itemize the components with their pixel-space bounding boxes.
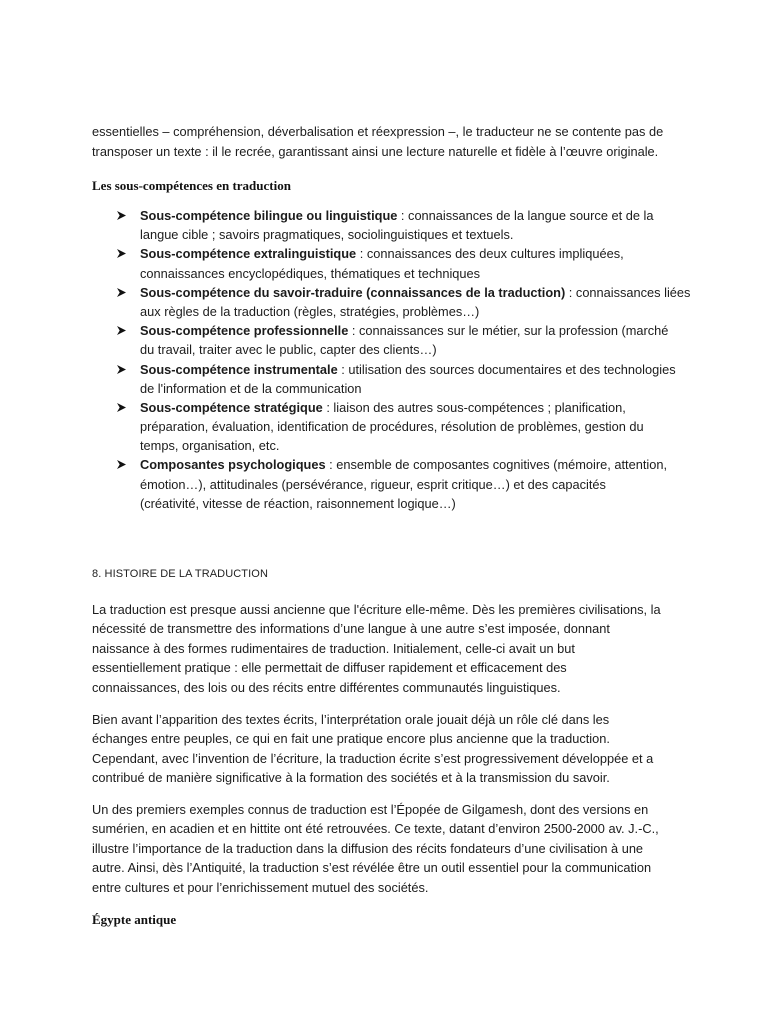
text-line: Un des premiers exemples connus de traduction est l’Épopée de Gilgamesh, dont des versions en	[92, 802, 649, 817]
item-term: Sous-compétence professionnelle	[140, 323, 349, 339]
text-line: nécessité de transmettre des informations d’une langue à une autre s’est imposée, donnant	[92, 621, 610, 637]
intro-paragraph	[92, 122, 663, 162]
text-line: du travail, traiter avec le public, capter des clients…)	[140, 342, 437, 358]
text-line	[140, 360, 690, 379]
item-term: Sous-compétence du savoir-traduire (connaissances de la traduction)	[140, 284, 566, 300]
text-line: essentiellement pratique : elle permettait de diffuser rapidement et efficacement des	[92, 660, 567, 676]
item-term: Sous-compétence instrumentale	[140, 361, 338, 377]
item-description: : connaissances liées	[565, 284, 691, 300]
arrow-bullet-icon	[117, 326, 126, 335]
list-item	[140, 398, 690, 456]
subcompetences-list	[140, 206, 690, 513]
text-line: aux règles de la traduction (règles, stratégies, problèmes…)	[140, 303, 480, 319]
text-line	[140, 321, 690, 340]
text-line: connaissances, des lois ou des récits entre différentes communautés linguistiques.	[92, 679, 561, 695]
history-paragraph	[92, 710, 653, 788]
text-line: de l'information et de la communication	[140, 380, 362, 396]
text-line: émotion…), attitudinales (persévérance, rigueur, esprit critique…) et des capacités	[140, 476, 606, 492]
text-line: échanges entre peuples, ce qui en fait une pratique encore plus ancienne que la traduction.	[92, 731, 610, 747]
section-heading: 8. HISTOIRE DE LA TRADUCTION	[92, 568, 268, 580]
arrow-bullet-icon	[117, 211, 126, 220]
item-description: : connaissances sur le métier, sur la profession (marché	[348, 323, 669, 339]
text-line: préparation, évaluation, identification de procédures, résolution de problèmes, gestion du	[140, 419, 644, 435]
list-item	[140, 360, 690, 398]
list-item	[140, 244, 690, 282]
list-item	[140, 283, 690, 321]
text-line	[140, 244, 690, 263]
text-line: essentielles – compréhension, déverbalisation et réexpression –, le traducteur ne se contente pas de	[92, 124, 664, 139]
item-description: : liaison des autres sous-compétences ; planification,	[322, 399, 626, 415]
item-description: : utilisation des sources documentaires et des technologies	[337, 361, 676, 377]
text-line	[140, 283, 690, 302]
text-line: autre. Ainsi, dès l’Antiquité, la traduction s’est révélée être un outil essentiel pour la communication	[92, 860, 652, 876]
arrow-bullet-icon	[117, 460, 126, 469]
item-term: Composantes psychologiques	[140, 457, 326, 473]
text-line: La traduction est presque aussi ancienne que l'écriture elle-même. Dès les premières civilisations, la	[92, 602, 661, 617]
text-line: Cependant, avec l’invention de l’écriture, la traduction écrite s’est progressivement développée et a	[92, 750, 654, 766]
text-line: transposer un texte : il le recrée, garantissant ainsi une lecture naturelle et fidèle à l’œuvre originale.	[92, 144, 659, 159]
item-term: Sous-compétence extralinguistique	[140, 246, 357, 262]
text-line: Bien avant l’apparition des textes écrits, l’interprétation orale jouait déjà un rôle clé dans les	[92, 712, 610, 727]
arrow-bullet-icon	[117, 365, 126, 374]
text-line	[140, 398, 690, 417]
item-description: : ensemble de composantes cognitives (mémoire, attention,	[325, 457, 668, 473]
text-line: contribué de manière significative à la formation des sociétés et à la transmission du savoir.	[92, 770, 610, 786]
text-line: naissance à des formes rudimentaires de traduction. Initialement, celle-ci avait un but	[92, 640, 575, 656]
text-line: entre cultures et pour l’enrichissement mutuel des sociétés.	[92, 879, 429, 895]
item-term: Sous-compétence bilingue ou linguistique	[140, 208, 398, 223]
arrow-bullet-icon	[117, 288, 126, 297]
arrow-bullet-icon	[117, 403, 126, 412]
text-line: temps, organisation, etc.	[140, 438, 280, 454]
history-paragraph	[92, 800, 659, 897]
history-paragraph	[92, 600, 661, 697]
text-line	[140, 455, 690, 474]
arrow-bullet-icon	[117, 249, 126, 258]
item-term: Sous-compétence stratégique	[140, 399, 323, 415]
item-description: : connaissances de la langue source et de la	[397, 208, 654, 223]
text-line: connaissances encyclopédiques, thématiques et techniques	[140, 265, 481, 281]
list-item	[140, 455, 690, 513]
list-item	[140, 321, 690, 359]
text-line: illustre l’importance de la traduction dans la diffusion des récits fondateurs d’une civilisation à une	[92, 840, 644, 856]
text-line: (créativité, vitesse de réaction, raisonnement logique…)	[140, 495, 456, 511]
egypte-subheading: Égypte antique	[92, 912, 177, 927]
text-line	[140, 206, 690, 225]
text-line: sumérien, en acadien et en hittite ont été retrouvées. Ce texte, datant d’environ 2500-2000 av. J.-C.,	[92, 821, 659, 837]
item-description: : connaissances des deux cultures impliquées,	[356, 246, 624, 262]
text-line: langue cible ; savoirs pragmatiques, sociolinguistiques et textuels.	[140, 227, 514, 243]
list-item	[140, 206, 690, 244]
subcompetences-heading: Les sous-compétences en traduction	[92, 178, 291, 193]
